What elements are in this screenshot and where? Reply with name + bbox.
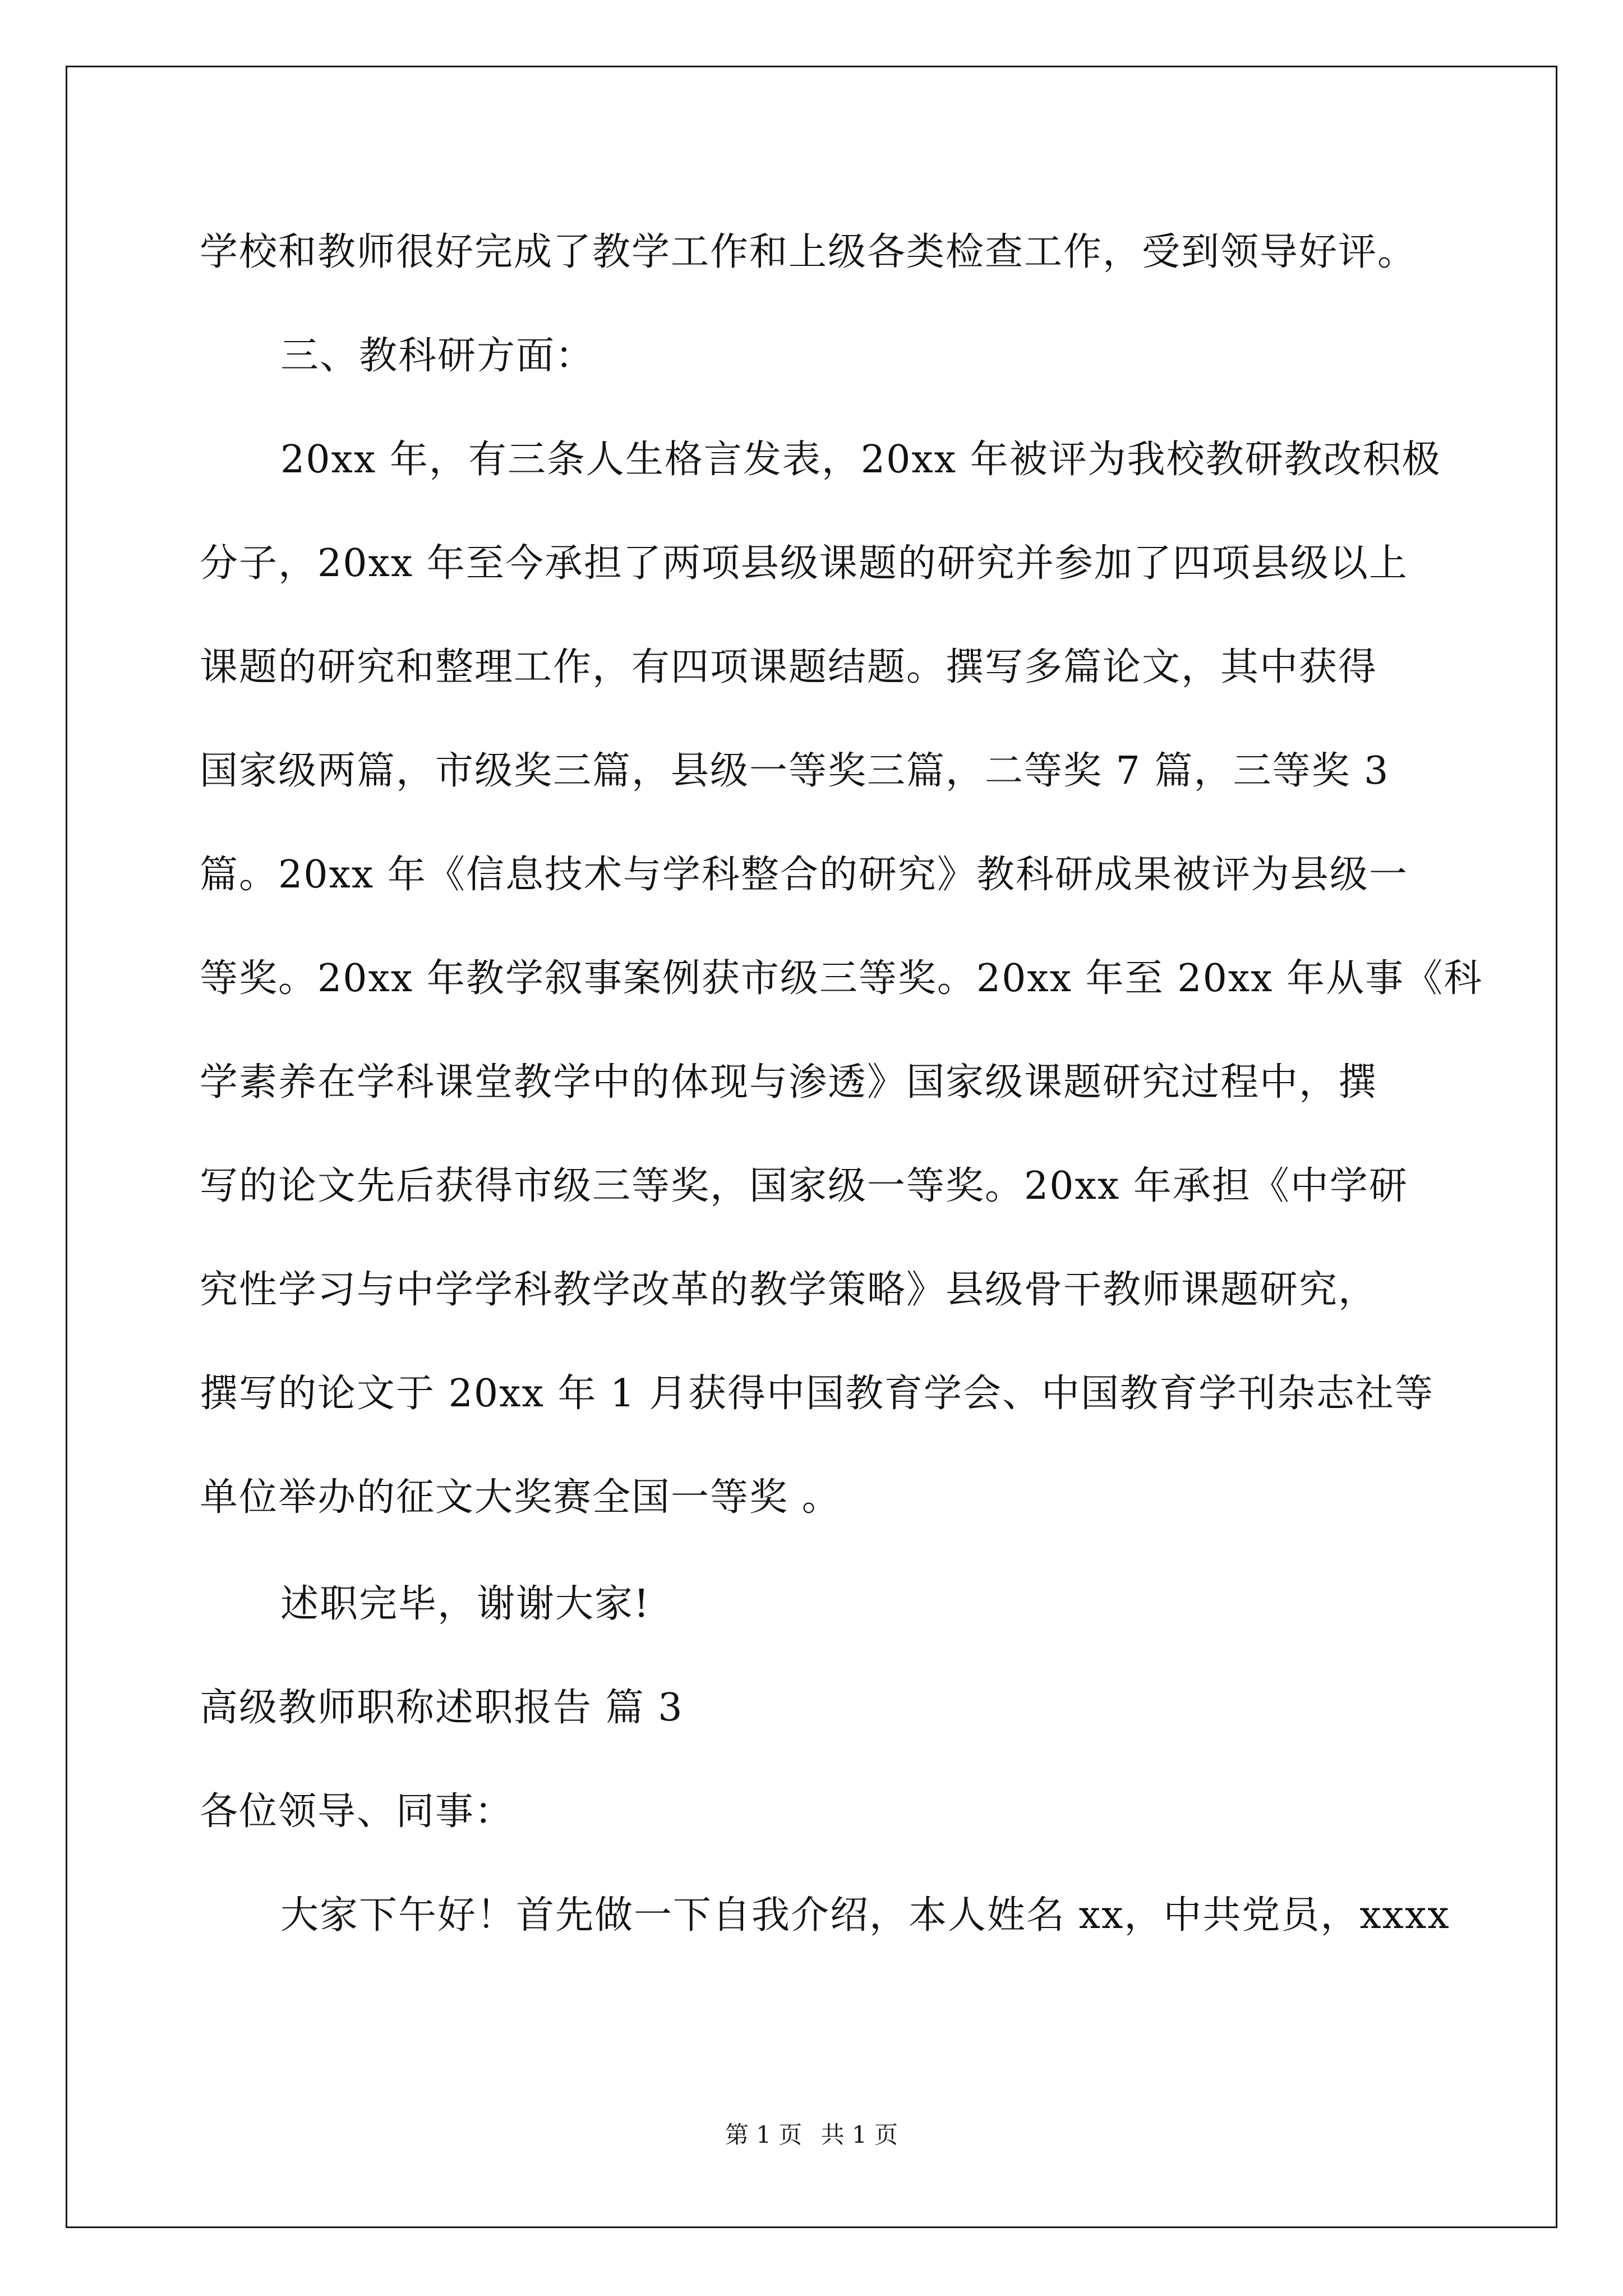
page-footer bbox=[0, 2119, 1623, 2151]
paragraph-line: 究性学习与中学学科教学改革的教学策略》县级骨干教师课题研究， bbox=[200, 1268, 1378, 1312]
section-heading: 三、教科研方面： bbox=[280, 334, 595, 378]
page-number-total: 共 1 页 bbox=[820, 2121, 898, 2148]
paragraph-line: 学素养在学科课堂教学中的体现与渗透》国家级课题研究过程中，撰 bbox=[200, 1060, 1378, 1105]
paragraph-line: 篇。20xx 年《信息技术与学科整合的研究》教科研成果被评为县级一 bbox=[200, 853, 1408, 897]
paragraph-line: 单位举办的征文大奖赛全国一等奖 。 bbox=[200, 1475, 841, 1520]
paragraph-line: 分子，20xx 年至今承担了两项县级课题的研究并参加了四项县级以上 bbox=[200, 541, 1408, 586]
paragraph-line: 课题的研究和整理工作，有四项课题结题。撰写多篇论文，其中获得 bbox=[200, 645, 1378, 689]
paragraph-line: 撰写的论文于 20xx 年 1 月获得中国教育学会、中国教育学刊杂志社等 bbox=[200, 1372, 1434, 1416]
paragraph-line: 写的论文先后获得市级三等奖，国家级一等奖。20xx 年承担《中学研 bbox=[200, 1164, 1408, 1208]
closing-line: 述职完毕，谢谢大家! bbox=[280, 1582, 651, 1626]
paragraph-line: 等奖。20xx 年教学叙事案例获市级三等奖。20xx 年至 20xx 年从事《科 bbox=[200, 956, 1483, 1001]
paragraph-line: 国家级两篇，市级奖三篇，县级一等奖三篇，二等奖 7 篇，三等奖 3 bbox=[200, 749, 1390, 793]
paragraph-line: 20xx 年，有三条人生格言发表，20xx 年被评为我校教研教改积极 bbox=[280, 438, 1441, 482]
page-number-current: 第 1 页 bbox=[725, 2121, 803, 2148]
paragraph-line: 大家下午好！首先做一下自我介绍，本人姓名 xx，中共党员，xxxx bbox=[280, 1893, 1450, 1938]
paragraph-line: 学校和教师很好完成了教学工作和上级各类检查工作，受到领导好评。 bbox=[200, 230, 1417, 274]
salutation: 各位领导、同事： bbox=[200, 1789, 514, 1834]
document-title: 高级教师职称述职报告 篇 3 bbox=[200, 1686, 684, 1730]
